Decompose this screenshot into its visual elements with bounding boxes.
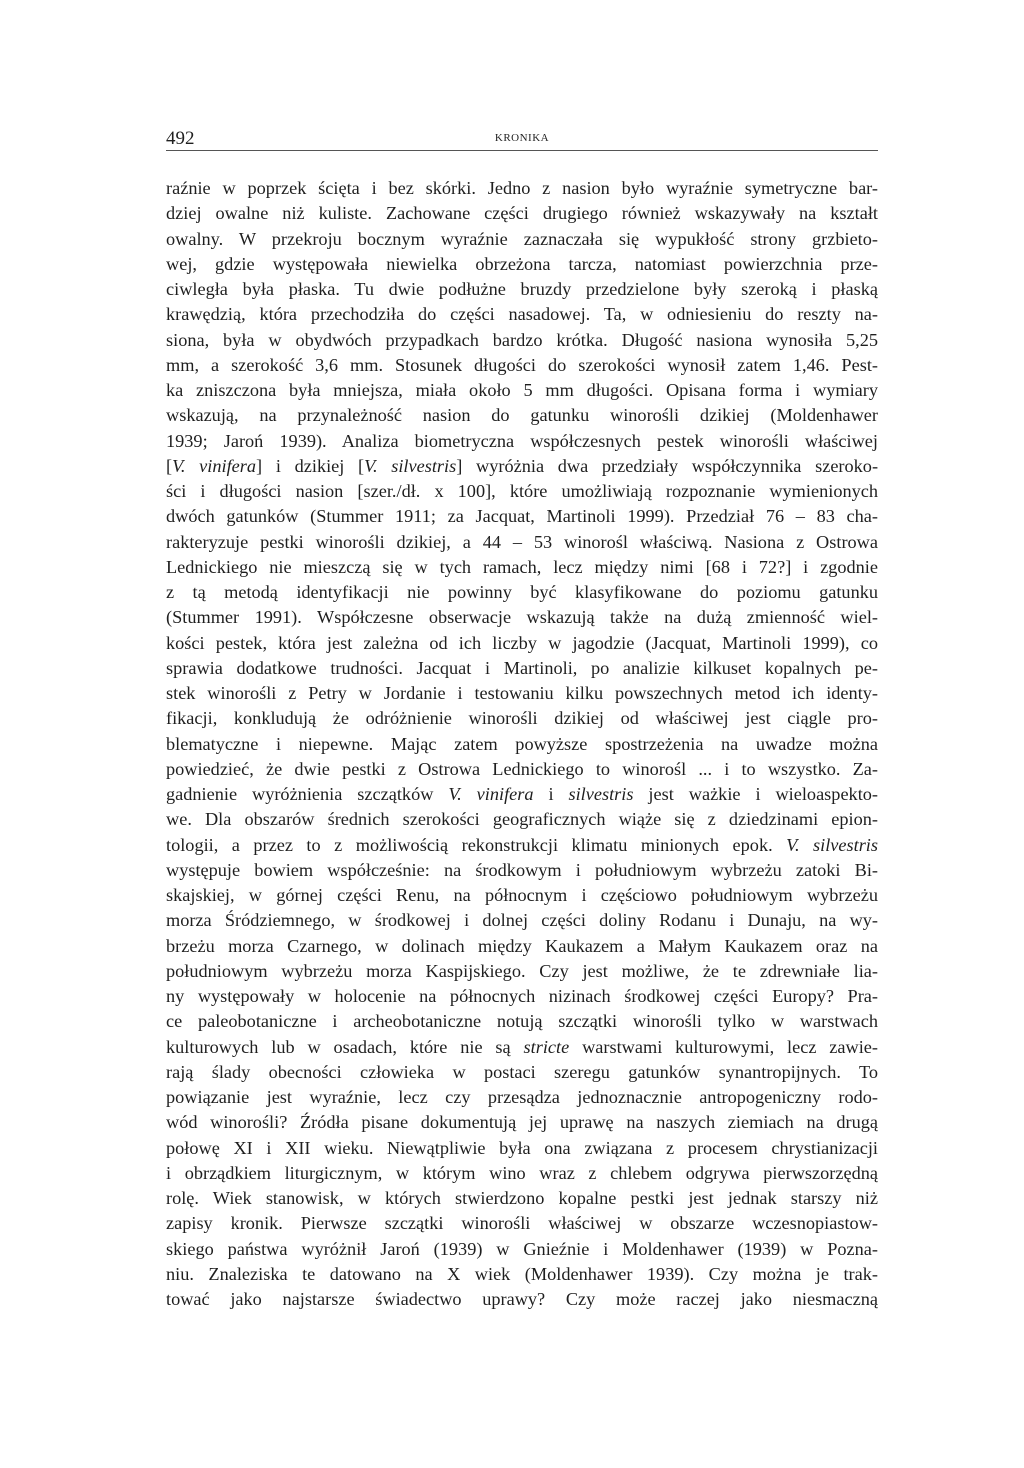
text-run: sprawia dodatkowe trudności. Jacquat i Martinoli, po analizie kilkuset kopalnych pe- <box>166 657 878 678</box>
text-run: i obrządkiem liturgicznym, w którym wino wraz z chlebem odgrywa pierwszorzędną <box>166 1162 878 1183</box>
page-number: 492 <box>166 128 195 149</box>
text-run: mm, a szerokość 3,6 mm. Stosunek długości do szerokości wynosił zatem 1,46. Pest- <box>166 354 878 375</box>
italic-term: V. silvestris <box>786 834 878 855</box>
text-line <box>166 858 878 883</box>
text-line <box>166 908 878 933</box>
text-run: 1939; Jaroń 1939). Analiza biometryczna współczesnych pestek winorośli właściwej <box>166 430 878 451</box>
text-line <box>166 984 878 1009</box>
text-run: zapisy kronik. Pierwsze szczątki winorośli właściwej w obszarze wczesnopiastow- <box>166 1213 878 1234</box>
text-line <box>166 605 878 630</box>
text-run: dwóch gatunków (Stummer 1911; za Jacquat, Martinoli 1999). Przedział 76 – 83 cha- <box>166 506 878 527</box>
text-line <box>166 782 878 807</box>
text-line <box>166 1009 878 1034</box>
text-run: powiedzieć, że dwie pestki z Ostrowa Lednickiego to winorośl ... i to wszystko. Za- <box>166 758 878 779</box>
text-line <box>166 681 878 706</box>
text-line <box>166 706 878 731</box>
italic-term: V. vinifera <box>448 784 534 804</box>
text-line <box>166 1287 878 1312</box>
text-line <box>166 328 878 353</box>
text-line <box>166 934 878 959</box>
text-run: kulturowych lub w osadach, które nie są <box>166 1036 524 1057</box>
text-run: wej, gdzie występowała niewielka obrzeżona tarcza, natomiast powierzchnia prze- <box>166 253 878 274</box>
text-line <box>166 277 878 302</box>
text-run: tologii, a przez to z możliwością rekonstrukcji klimatu minionych epok. <box>166 834 787 855</box>
text-run: i <box>533 784 569 804</box>
text-line <box>166 403 878 428</box>
text-line <box>166 1211 878 1236</box>
italic-term: stricte <box>523 1036 570 1057</box>
body-text <box>166 176 878 1312</box>
italic-term: silvestris <box>568 784 634 804</box>
text-line <box>166 1110 878 1135</box>
text-run: wód winorośli? Źródła pisane dokumentują jej uprawę na naszych ziemiach na drugą <box>166 1112 878 1133</box>
text-line <box>166 176 878 201</box>
italic-term: V. silvestris <box>364 455 457 476</box>
text-line <box>166 1136 878 1161</box>
text-line <box>166 530 878 555</box>
text-run: stek winorośli z Petry w Jordanie i testowaniu kilku powszechnych metod ich identy- <box>166 683 878 703</box>
text-run: rają ślady obecności człowieka w postaci szeregu gatunków synantropijnych. To <box>166 1061 878 1082</box>
text-line <box>166 454 878 479</box>
text-line <box>166 883 878 908</box>
running-header <box>166 124 878 151</box>
text-line <box>166 959 878 984</box>
text-run: południowym wybrzeżu morza Kaspijskiego. Czy jest możliwe, że te zdrewniałe lia- <box>166 960 878 981</box>
text-run: powiązanie jest wyraźnie, lecz czy przesądza jednoznacznie antropogeniczny rodo- <box>166 1087 878 1107</box>
text-run: ce paleobotaniczne i archeobotaniczne notują szczątki winorośli tylko w warstwach <box>166 1011 878 1032</box>
text-line <box>166 631 878 656</box>
text-line <box>166 479 878 504</box>
text-line <box>166 1060 878 1085</box>
text-line <box>166 656 878 681</box>
text-run: ka zniszczona była mniejsza, miała około 5 mm długości. Opisana forma i wymiary <box>166 380 878 400</box>
text-line <box>166 504 878 529</box>
text-run: Lednickiego nie mieszczą się w tych ramach, lecz między nimi [68 i 72?] i zgodnie <box>166 556 878 577</box>
text-line <box>166 1035 878 1060</box>
text-run: [ <box>166 455 173 476</box>
text-line <box>166 201 878 226</box>
text-run: występuje bowiem współcześnie: na środkowym i południowym wybrzeżu zatoki Bi- <box>166 859 878 880</box>
text-run: połowę XI i XII wieku. Niewątpliwie była ona związana z procesem chrystianizacji <box>166 1137 878 1158</box>
text-line <box>166 807 878 832</box>
text-run: (Stummer 1991). Współczesne obserwacje wskazują także na dużą zmienność wiel- <box>166 607 878 628</box>
text-line <box>166 555 878 580</box>
text-run: morza Śródziemnego, w środkowej i dolnej części doliny Rodanu i Dunaju, na wy- <box>166 910 878 931</box>
text-line <box>166 732 878 757</box>
text-run: krawędzią, która przechodziła do części nasadowej. Ta, w odniesieniu do reszty na- <box>166 304 878 325</box>
text-line <box>166 252 878 277</box>
text-run: ] wyróżnia dwa przedziały współczynnika szeroko- <box>456 455 878 476</box>
text-line <box>166 429 878 454</box>
text-run: skiego państwa wyróżnił Jaroń (1939) w Gnieźnie i Moldenhawer (1939) w Pozna- <box>166 1238 878 1259</box>
text-run: raźnie w poprzek ścięta i bez skórki. Jedno z nasion było wyraźnie symetryczne bar- <box>166 178 878 198</box>
text-run: kości pestek, która jest zależna od ich liczby w jagodzie (Jacquat, Martinoli 1999), co <box>166 632 878 653</box>
text-line <box>166 302 878 327</box>
text-run: z tą metodą identyfikacji nie powinny być klasyfikowane do poziomu gatunku <box>166 582 878 602</box>
text-line <box>166 580 878 605</box>
text-run: gadnienie wyróżnienia szczątków <box>166 784 449 804</box>
text-run: ciwległa była płaska. Tu dwie podłużne bruzdy przedzielone były szeroką i płaską <box>166 279 878 299</box>
section-title: KRONIKA <box>494 132 550 144</box>
text-line <box>166 1237 878 1262</box>
text-line <box>166 1085 878 1110</box>
text-run: warstwami kulturowymi, lecz zawie- <box>569 1036 878 1057</box>
text-line <box>166 1161 878 1186</box>
text-run: siona, była w obydwóch przypadkach bardzo krótka. Długość nasiona wynosiła 5,25 <box>166 329 878 350</box>
text-run: rolę. Wiek stanowisk, w których stwierdzono kopalne pestki jest jednak starszy niż <box>166 1188 878 1208</box>
text-line <box>166 378 878 403</box>
text-run: dziej owalne niż kuliste. Zachowane części drugiego również wskazywały na kształt <box>166 203 878 224</box>
text-run: niu. Znaleziska te datowano na X wiek (Moldenhawer 1939). Czy można je trak- <box>166 1263 878 1284</box>
text-run: ] i dzikiej [ <box>256 455 365 476</box>
text-run: owalny. W przekroju bocznym wyraźnie zaznaczała się wypukłość strony grzbieto- <box>166 228 878 249</box>
text-run: fikacji, konkludują że odróżnienie winorośli dzikiej od właściwej jest ciągle pro- <box>166 708 878 729</box>
text-run: tować jako najstarsze świadectwo uprawy? Czy może raczej jako niesmaczną <box>166 1289 878 1309</box>
text-line <box>166 353 878 378</box>
text-run: ny występowały w holocenie na północnych nizinach środkowej części Europy? Pra- <box>166 986 878 1006</box>
text-run: we. Dla obszarów średnich szerokości geograficznych wiąże się z dziedzinami epion- <box>166 809 878 830</box>
text-run: brzeżu morza Czarnego, w dolinach między Kaukazem a Małym Kaukazem oraz na <box>166 935 878 956</box>
text-run: jest ważkie i wieloaspekto- <box>633 784 878 804</box>
text-line <box>166 1186 878 1211</box>
text-line <box>166 757 878 782</box>
text-run: wskazują, na przynależność nasion do gatunku winorośli dzikiej (Moldenhawer <box>166 405 878 426</box>
text-run: rakteryzuje pestki winorośli dzikiej, a 44 – 53 winorośl właściwą. Nasiona z Ostrowa <box>166 531 878 552</box>
text-run: ści i długości nasion [szer./dł. x 100], które umożliwiają rozpoznanie wymienionych <box>166 481 878 501</box>
text-line <box>166 227 878 252</box>
text-run: skajskiej, w górnej części Renu, na północnym i częściowo południowym wybrzeżu <box>166 885 878 905</box>
text-run: blematyczne i niepewne. Mając zatem powyższe spostrzeżenia na uwadze można <box>166 733 878 754</box>
italic-term: V. vinifera <box>172 455 257 476</box>
text-line <box>166 833 878 858</box>
text-line <box>166 1262 878 1287</box>
